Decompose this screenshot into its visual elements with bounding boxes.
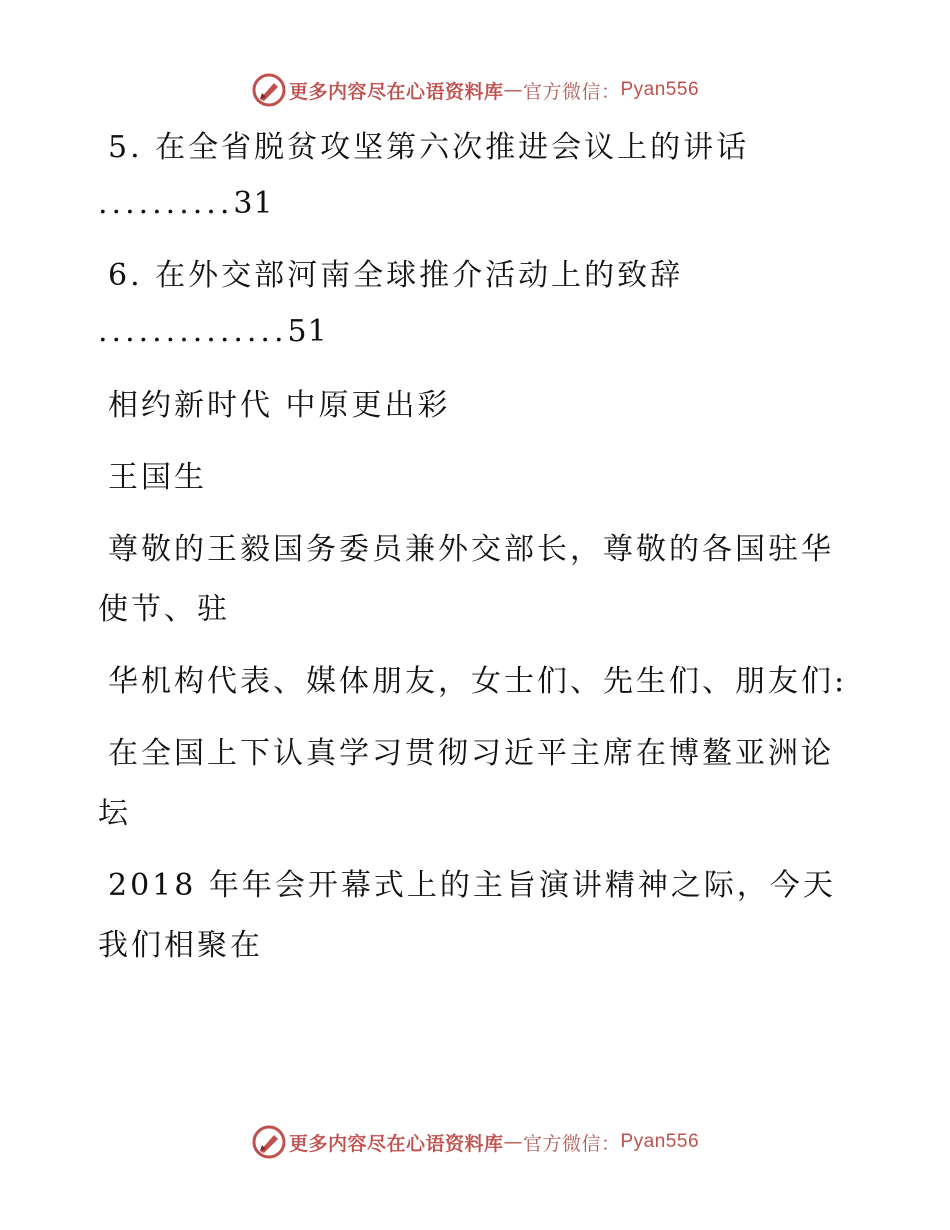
toc-page-number: 31: [233, 186, 274, 221]
watermark-dash: —: [503, 1131, 523, 1153]
toc-entry[interactable]: [98, 120, 848, 232]
watermark-wechat-label: 官方微信：: [522, 1132, 621, 1155]
pen-logo-icon: [251, 1124, 287, 1160]
toc-entry-leader: [98, 304, 848, 360]
toc-page-number: 51: [287, 314, 328, 349]
pen-logo-icon: [251, 72, 287, 108]
watermark-main-text: 更多内容尽在心语资料库: [288, 80, 504, 103]
watermark-footer: [0, 1124, 950, 1160]
watermark-wechat-id: Pyan556: [620, 79, 700, 100]
watermark-wechat-id: Pyan556: [620, 1131, 700, 1152]
watermark-header: [0, 72, 950, 108]
toc-entry-title: 6. 在外交部河南全球推介活动上的致辞: [108, 258, 684, 293]
speech-author: 王国生: [108, 460, 207, 495]
toc-entry-title: 5. 在全省脱贫攻坚第六次推进会议上的讲话: [108, 130, 750, 165]
toc-entry[interactable]: [98, 248, 848, 360]
body-paragraph: 在全国上下认真学习贯彻习近平主席在博鳌亚洲论坛: [98, 736, 834, 831]
toc-dots: ..............: [98, 314, 288, 349]
body-paragraph: 尊敬的王毅国务委员兼外交部长，尊敬的各国驻华使节、驻: [98, 532, 834, 627]
speech-heading: 相约新时代 中原更出彩: [108, 388, 451, 423]
document-body: [98, 120, 848, 988]
watermark-wechat-label: 官方微信：: [522, 80, 621, 103]
watermark-main-text: 更多内容尽在心语资料库: [288, 1132, 504, 1155]
body-paragraph: 华机构代表、媒体朋友，女士们、先生们、朋友们:: [108, 664, 848, 699]
toc-entry-leader: [98, 176, 848, 232]
watermark-dash: —: [503, 79, 523, 101]
toc-dots: ..........: [98, 186, 234, 221]
body-paragraph: 2018 年年会开幕式上的主旨演讲精神之际，今天我们相聚在: [98, 868, 836, 963]
